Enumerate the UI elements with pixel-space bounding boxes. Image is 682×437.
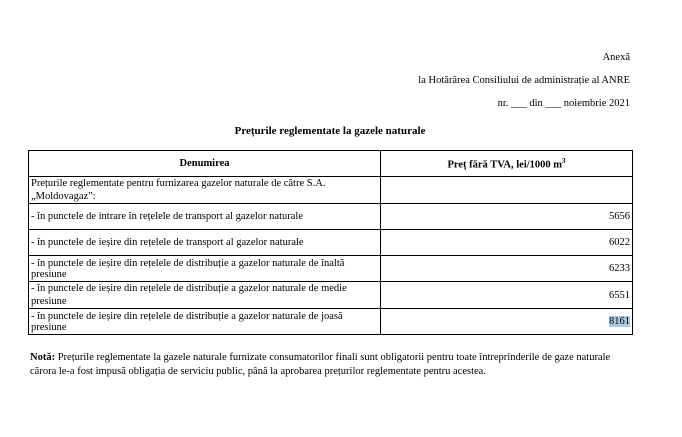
row-value: 6551	[381, 282, 633, 309]
table-row	[29, 309, 633, 335]
prices-table	[28, 150, 633, 335]
table-row	[29, 230, 633, 256]
table-header-row	[29, 151, 633, 177]
table-row	[29, 204, 633, 230]
annex-label: Anexă	[602, 52, 630, 63]
row-value: 5656	[381, 204, 633, 230]
decision-number-date: nr. ___ din ___ noiembrie 2021	[497, 98, 630, 109]
table-row	[29, 256, 633, 282]
row-label: Prețurile reglementate pentru furnizarea gazelor naturale de către S.A. „Moldovagaz”:	[29, 177, 381, 204]
row-label: - în punctele de ieșire din rețelele de distribuție a gazelor naturale de joasă presiune	[29, 309, 381, 335]
row-value: 6022	[381, 230, 633, 256]
row-label: - în punctele de intrare în rețelele de transport al gazelor naturale	[29, 204, 381, 230]
row-label: - în punctele de ieșire din rețelele de transport al gazelor naturale	[29, 230, 381, 256]
row-label: - în punctele de ieșire din rețelele de distribuție a gazelor naturale de înaltă presiune	[29, 256, 381, 282]
row-label: - în punctele de ieșire din rețelele de distribuție a gazelor naturale de medie presiune	[29, 282, 381, 309]
column-header-price-text: Preț fără TVA, lei/1000 m	[447, 159, 563, 171]
column-header-name: Denumirea	[29, 151, 381, 177]
table-row	[29, 177, 633, 204]
row-value-selected[interactable]	[381, 309, 633, 335]
table-row	[29, 282, 633, 309]
note-text: Prețurile reglementate la gazele naturale furnizate consumatorilor finali sunt obligatorii pentru toate întreprinderile de gaze naturale cărora le-a fost impusă obligația de serviciu public, până la aprobarea prețurilor reglementate pentru acestea.	[30, 352, 611, 377]
note-paragraph	[30, 351, 620, 379]
row-value: 6233	[381, 256, 633, 282]
note-prefix: Notă:	[30, 352, 56, 363]
row-value	[381, 177, 633, 204]
decision-reference: la Hotărârea Consiliului de administrație al ANRE	[418, 75, 630, 86]
document-title: Prețurile reglementate la gazele naturale	[234, 125, 426, 137]
selected-text[interactable]: 8161	[609, 316, 630, 327]
column-header-price-unit-exponent: 3	[562, 156, 566, 165]
column-header-price	[381, 151, 633, 177]
